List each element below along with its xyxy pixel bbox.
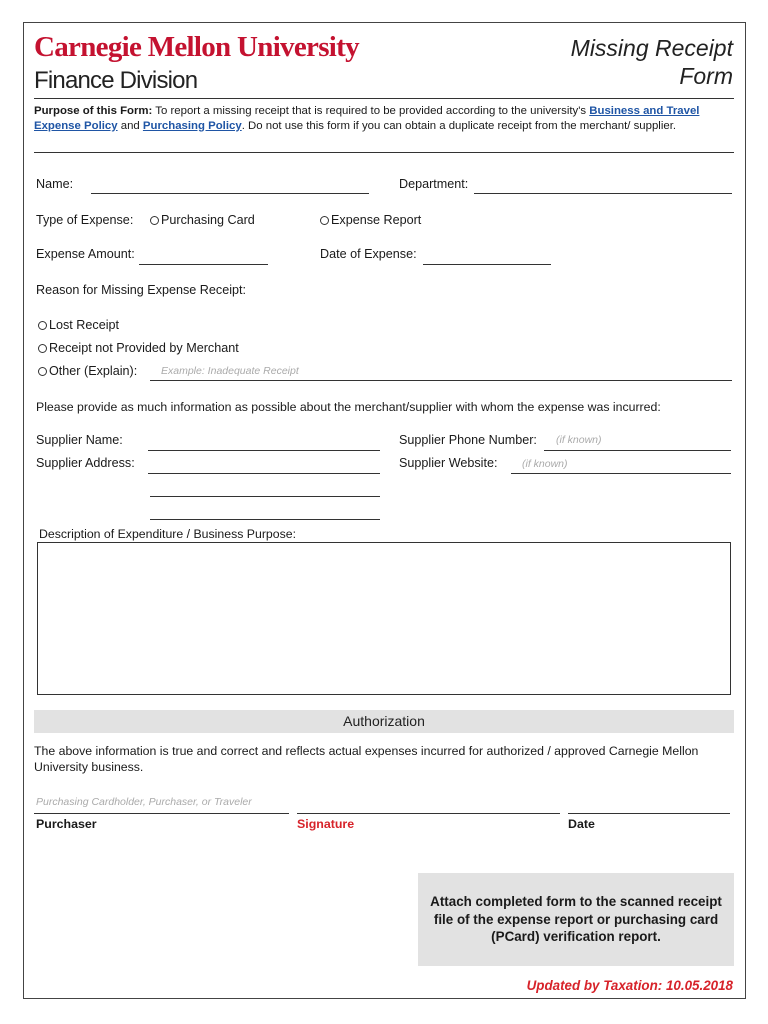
supplier-phone-placeholder: (if known) bbox=[556, 434, 602, 446]
supplier-address-line2[interactable] bbox=[150, 496, 380, 497]
authorization-statement: The above information is true and correct and reflects actual expenses incurred for authorized / approved Carnegie Mellon University business. bbox=[34, 744, 699, 774]
lost-receipt-label: Lost Receipt bbox=[49, 318, 120, 332]
other-reason-field[interactable] bbox=[150, 380, 732, 381]
signature-field[interactable] bbox=[297, 813, 560, 814]
expense-date-field[interactable] bbox=[423, 264, 551, 265]
university-name: Carnegie Mellon University bbox=[34, 31, 359, 63]
description-label: Description of Expenditure / Business Purpose: bbox=[39, 527, 297, 541]
name-field[interactable] bbox=[91, 193, 369, 194]
department-label: Department: bbox=[399, 177, 469, 191]
supplier-intro: Please provide as much information as possible about the merchant/supplier with whom the expense was incurred: bbox=[36, 400, 661, 414]
supplier-name-label: Supplier Name: bbox=[36, 433, 123, 447]
other-reason-placeholder: Example: Inadequate Receipt bbox=[161, 365, 299, 377]
updated-note: Updated by Taxation: 10.05.2018 bbox=[526, 978, 733, 993]
form-title-line2: Form bbox=[679, 63, 733, 89]
authorization-heading: Authorization bbox=[34, 710, 734, 733]
expense-type-label: Type of Expense: bbox=[36, 213, 134, 227]
not-provided-label: Receipt not Provided by Merchant bbox=[49, 341, 239, 355]
name-label: Name: bbox=[36, 177, 74, 191]
date-field[interactable] bbox=[568, 813, 730, 814]
purpose-label: Purpose of this Form: bbox=[34, 105, 153, 117]
purchasing-card-radio[interactable] bbox=[150, 213, 255, 227]
division-name: Finance Division bbox=[34, 67, 198, 94]
purchaser-label: Purchaser bbox=[36, 817, 97, 831]
form-title-line1: Missing Receipt bbox=[570, 35, 733, 61]
other-reason-label: Other (Explain): bbox=[49, 364, 138, 378]
radio-circle-icon bbox=[38, 367, 47, 376]
expense-amount-label: Expense Amount: bbox=[36, 247, 135, 261]
expense-date-label: Date of Expense: bbox=[320, 247, 417, 261]
supplier-website-field[interactable] bbox=[511, 473, 731, 474]
description-textarea[interactable] bbox=[37, 542, 731, 695]
purpose-divider bbox=[34, 152, 734, 153]
form-border bbox=[23, 22, 746, 999]
other-reason-radio[interactable] bbox=[38, 364, 137, 378]
radio-circle-icon bbox=[150, 216, 159, 225]
not-provided-radio[interactable] bbox=[38, 341, 239, 355]
supplier-address-label: Supplier Address: bbox=[36, 456, 135, 470]
supplier-address-line3[interactable] bbox=[150, 519, 380, 520]
purchaser-field[interactable] bbox=[34, 813, 289, 814]
header-divider bbox=[34, 98, 734, 99]
purpose-paragraph bbox=[34, 104, 734, 133]
radio-circle-icon bbox=[320, 216, 329, 225]
purpose-text-middle: and bbox=[117, 119, 143, 132]
supplier-phone-field[interactable] bbox=[544, 450, 731, 451]
expense-report-radio[interactable] bbox=[320, 213, 421, 227]
supplier-website-label: Supplier Website: bbox=[399, 456, 498, 470]
reason-label: Reason for Missing Expense Receipt: bbox=[36, 283, 246, 297]
purchasing-policy-link[interactable]: Purchasing Policy bbox=[142, 119, 242, 132]
radio-circle-icon bbox=[38, 344, 47, 353]
lost-receipt-radio[interactable] bbox=[38, 318, 119, 332]
department-field[interactable] bbox=[474, 193, 732, 194]
purchasing-card-label: Purchasing Card bbox=[161, 213, 255, 227]
expense-report-label: Expense Report bbox=[331, 213, 422, 227]
business-travel-policy-link[interactable]: Business and Travel Expense Policy bbox=[34, 105, 700, 132]
signature-label: Signature bbox=[297, 817, 355, 831]
purchaser-placeholder: Purchasing Cardholder, Purchaser, or Traveler bbox=[36, 796, 252, 808]
form-title bbox=[493, 34, 733, 90]
supplier-phone-label: Supplier Phone Number: bbox=[399, 433, 537, 447]
attach-instructions: Attach completed form to the scanned receipt file of the expense report or purchasing card (PCard) verification report. bbox=[418, 873, 734, 966]
purpose-text-before: To report a missing receipt that is required to be provided according to the university's bbox=[152, 105, 590, 117]
expense-amount-field[interactable] bbox=[139, 264, 268, 265]
supplier-address-line1[interactable] bbox=[148, 473, 380, 474]
purpose-text-after: . Do not use this form if you can obtain a duplicate receipt from the merchant/ supplier. bbox=[241, 119, 677, 132]
supplier-name-field[interactable] bbox=[148, 450, 380, 451]
supplier-website-placeholder: (if known) bbox=[522, 458, 568, 470]
date-label: Date bbox=[568, 817, 595, 831]
radio-circle-icon bbox=[38, 321, 47, 330]
